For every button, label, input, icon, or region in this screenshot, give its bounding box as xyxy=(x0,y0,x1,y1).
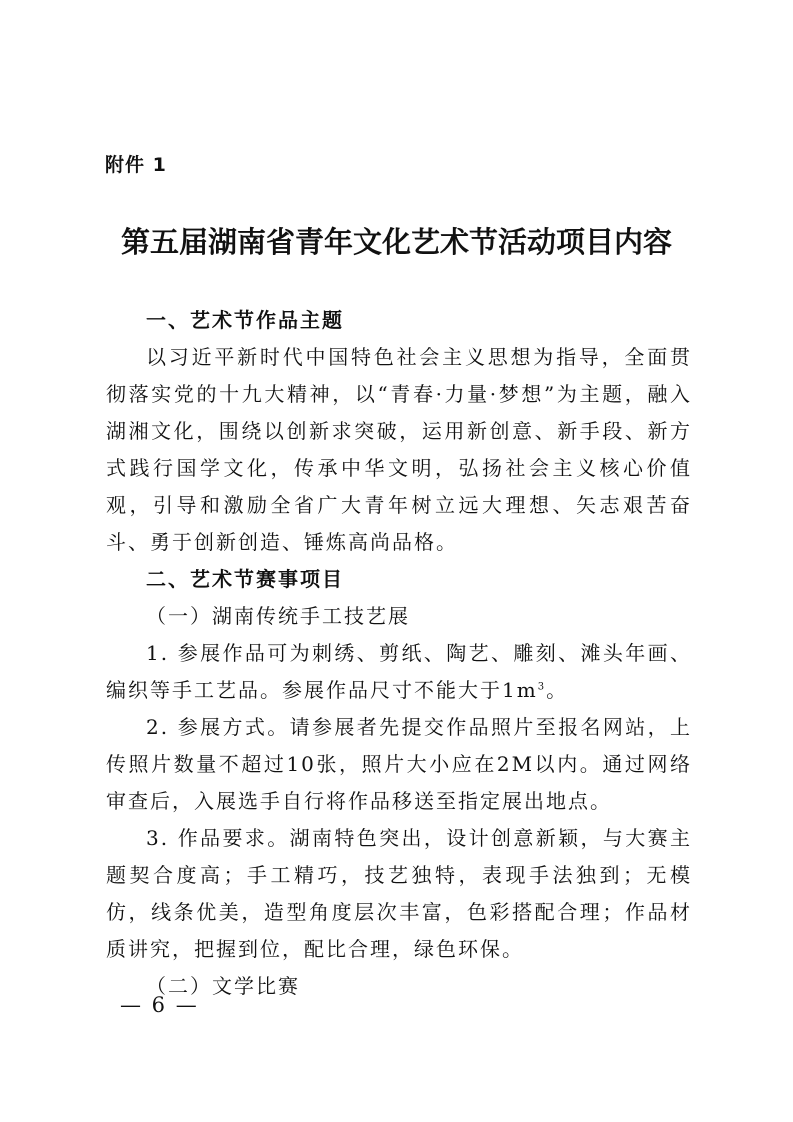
handicraft-item-1 xyxy=(106,635,692,709)
section-heading-events: 二、艺术节赛事项目 xyxy=(146,567,344,591)
section-heading-theme: 一、艺术节作品主题 xyxy=(146,308,344,332)
handicraft-item-1-text: 1. 参展作品可为刺绣、剪纸、陶艺、雕刻、滩头年画、编织等手工艺品。参展作品尺寸不能大于1m xyxy=(106,641,692,702)
subsection-heading-literature: （二）文学比赛 xyxy=(146,974,300,998)
theme-paragraph: 以习近平新时代中国特色社会主义思想为指导，全面贯彻落实党的十九大精神，以“青春·力量·梦想”为主题，融入湖湘文化，围绕以创新求突破，运用新创意、新手段、新方式践行国学文化，传承中华文明，弘扬社会主义核心价值观，引导和激励全省广大青年树立远大理想、矢志艰苦奋斗、勇于创新创造、锤炼高尚品格。 xyxy=(106,345,692,554)
document-title: 第五届湖南省青年文化艺术节活动项目内容 xyxy=(120,225,672,259)
document-body xyxy=(106,302,692,1005)
handicraft-item-2: 2. 参展方式。请参展者先提交作品照片至报名网站，上传照片数量不超过10张，照片大小应在2M以内。通过网络审查后，入展选手自行将作品移送至指定展出地点。 xyxy=(106,715,692,813)
subsection-heading-handicraft: （一）湖南传统手工技艺展 xyxy=(146,604,410,628)
cubic-superscript: 3 xyxy=(537,681,547,693)
handicraft-item-3: 3. 作品要求。湖南特色突出，设计创意新颖，与大赛主题契合度高；手工精巧，技艺独特，表现手法独到；无模仿，线条优美，造型角度层次丰富，色彩搭配合理；作品材质讲究，把握到位，配比合理，绿色环保。 xyxy=(106,826,692,961)
handicraft-item-1-end: 。 xyxy=(546,678,569,702)
attachment-label: 附件 1 xyxy=(105,154,167,176)
page-number: — 6 — xyxy=(120,993,199,1017)
